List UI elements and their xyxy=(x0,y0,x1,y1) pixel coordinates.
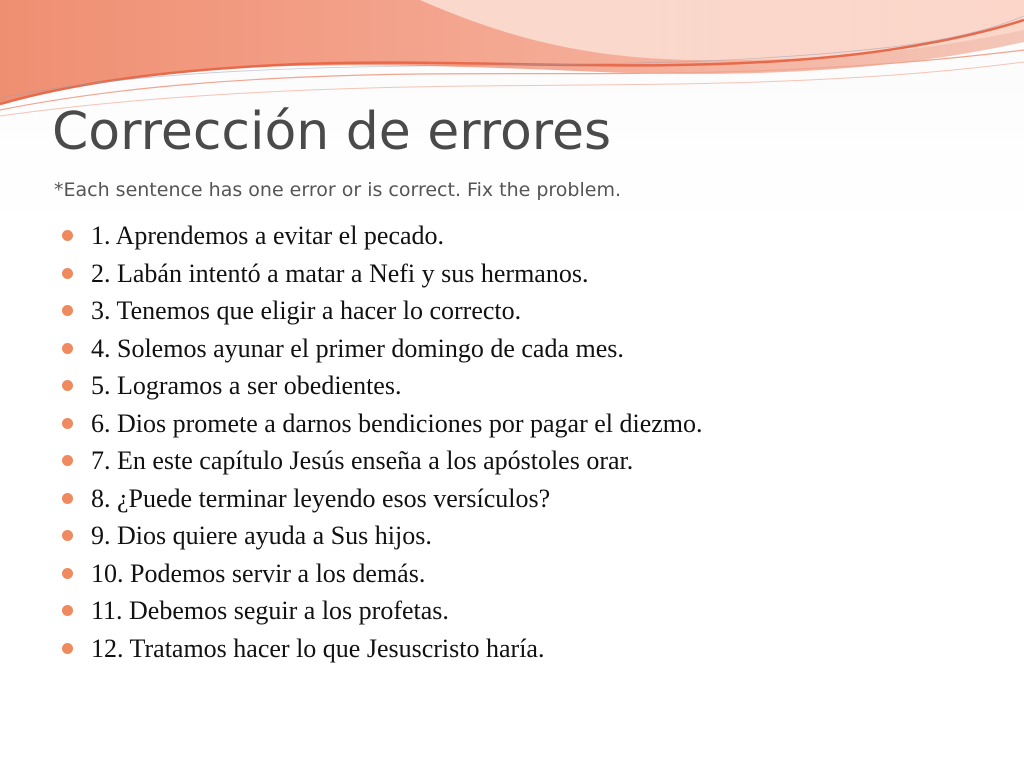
bullet-dot-icon xyxy=(62,568,73,579)
sentence-text: 6. Dios promete a darnos bendiciones por pagar el diezmo. xyxy=(91,408,703,438)
bullet-dot-icon xyxy=(62,380,73,391)
sentence-text: 4. Solemos ayunar el primer domingo de cada mes. xyxy=(91,333,624,363)
sentence-text: 1. Aprendemos a evitar el pecado. xyxy=(91,221,445,250)
bullet-dot-icon xyxy=(62,305,73,316)
sentence-text: 5. Logramos a ser obedientes. xyxy=(91,371,402,400)
bullet-dot-icon xyxy=(62,268,73,279)
sentence-text: 2. Labán intentó a matar a Nefi y sus hermanos. xyxy=(91,258,589,288)
bullet-dot-icon xyxy=(62,343,73,354)
sentence-text: 9. Dios quiere ayuda a Sus hijos. xyxy=(91,521,432,550)
sentence-text: 10. Podemos servir a los demás. xyxy=(91,558,426,588)
bullet-dot-icon xyxy=(62,418,73,429)
sentence-text: 7. En este capítulo Jesús enseña a los apóstoles orar. xyxy=(91,446,634,475)
sentence-text: 8. ¿Puede terminar leyendo esos versículos? xyxy=(91,483,551,513)
bullet-dot-icon xyxy=(62,605,73,616)
bullet-dot-icon xyxy=(62,493,73,504)
sentence-text: 12. Tratamos hacer lo que Jesuscristo haría. xyxy=(91,633,545,663)
slide-title: Corrección de errores xyxy=(52,102,612,162)
bullet-dot-icon xyxy=(62,530,73,541)
bullet-dot-icon xyxy=(62,230,73,241)
bullet-dot-icon xyxy=(62,455,73,466)
slide-subtitle: *Each sentence has one error or is correct. Fix the problem. xyxy=(54,179,622,201)
sentence-text: 11. Debemos seguir a los profetas. xyxy=(91,596,449,625)
sentence-text: 3. Tenemos que eligir a hacer lo correcto. xyxy=(91,296,522,325)
bullet-dot-icon xyxy=(62,643,73,654)
